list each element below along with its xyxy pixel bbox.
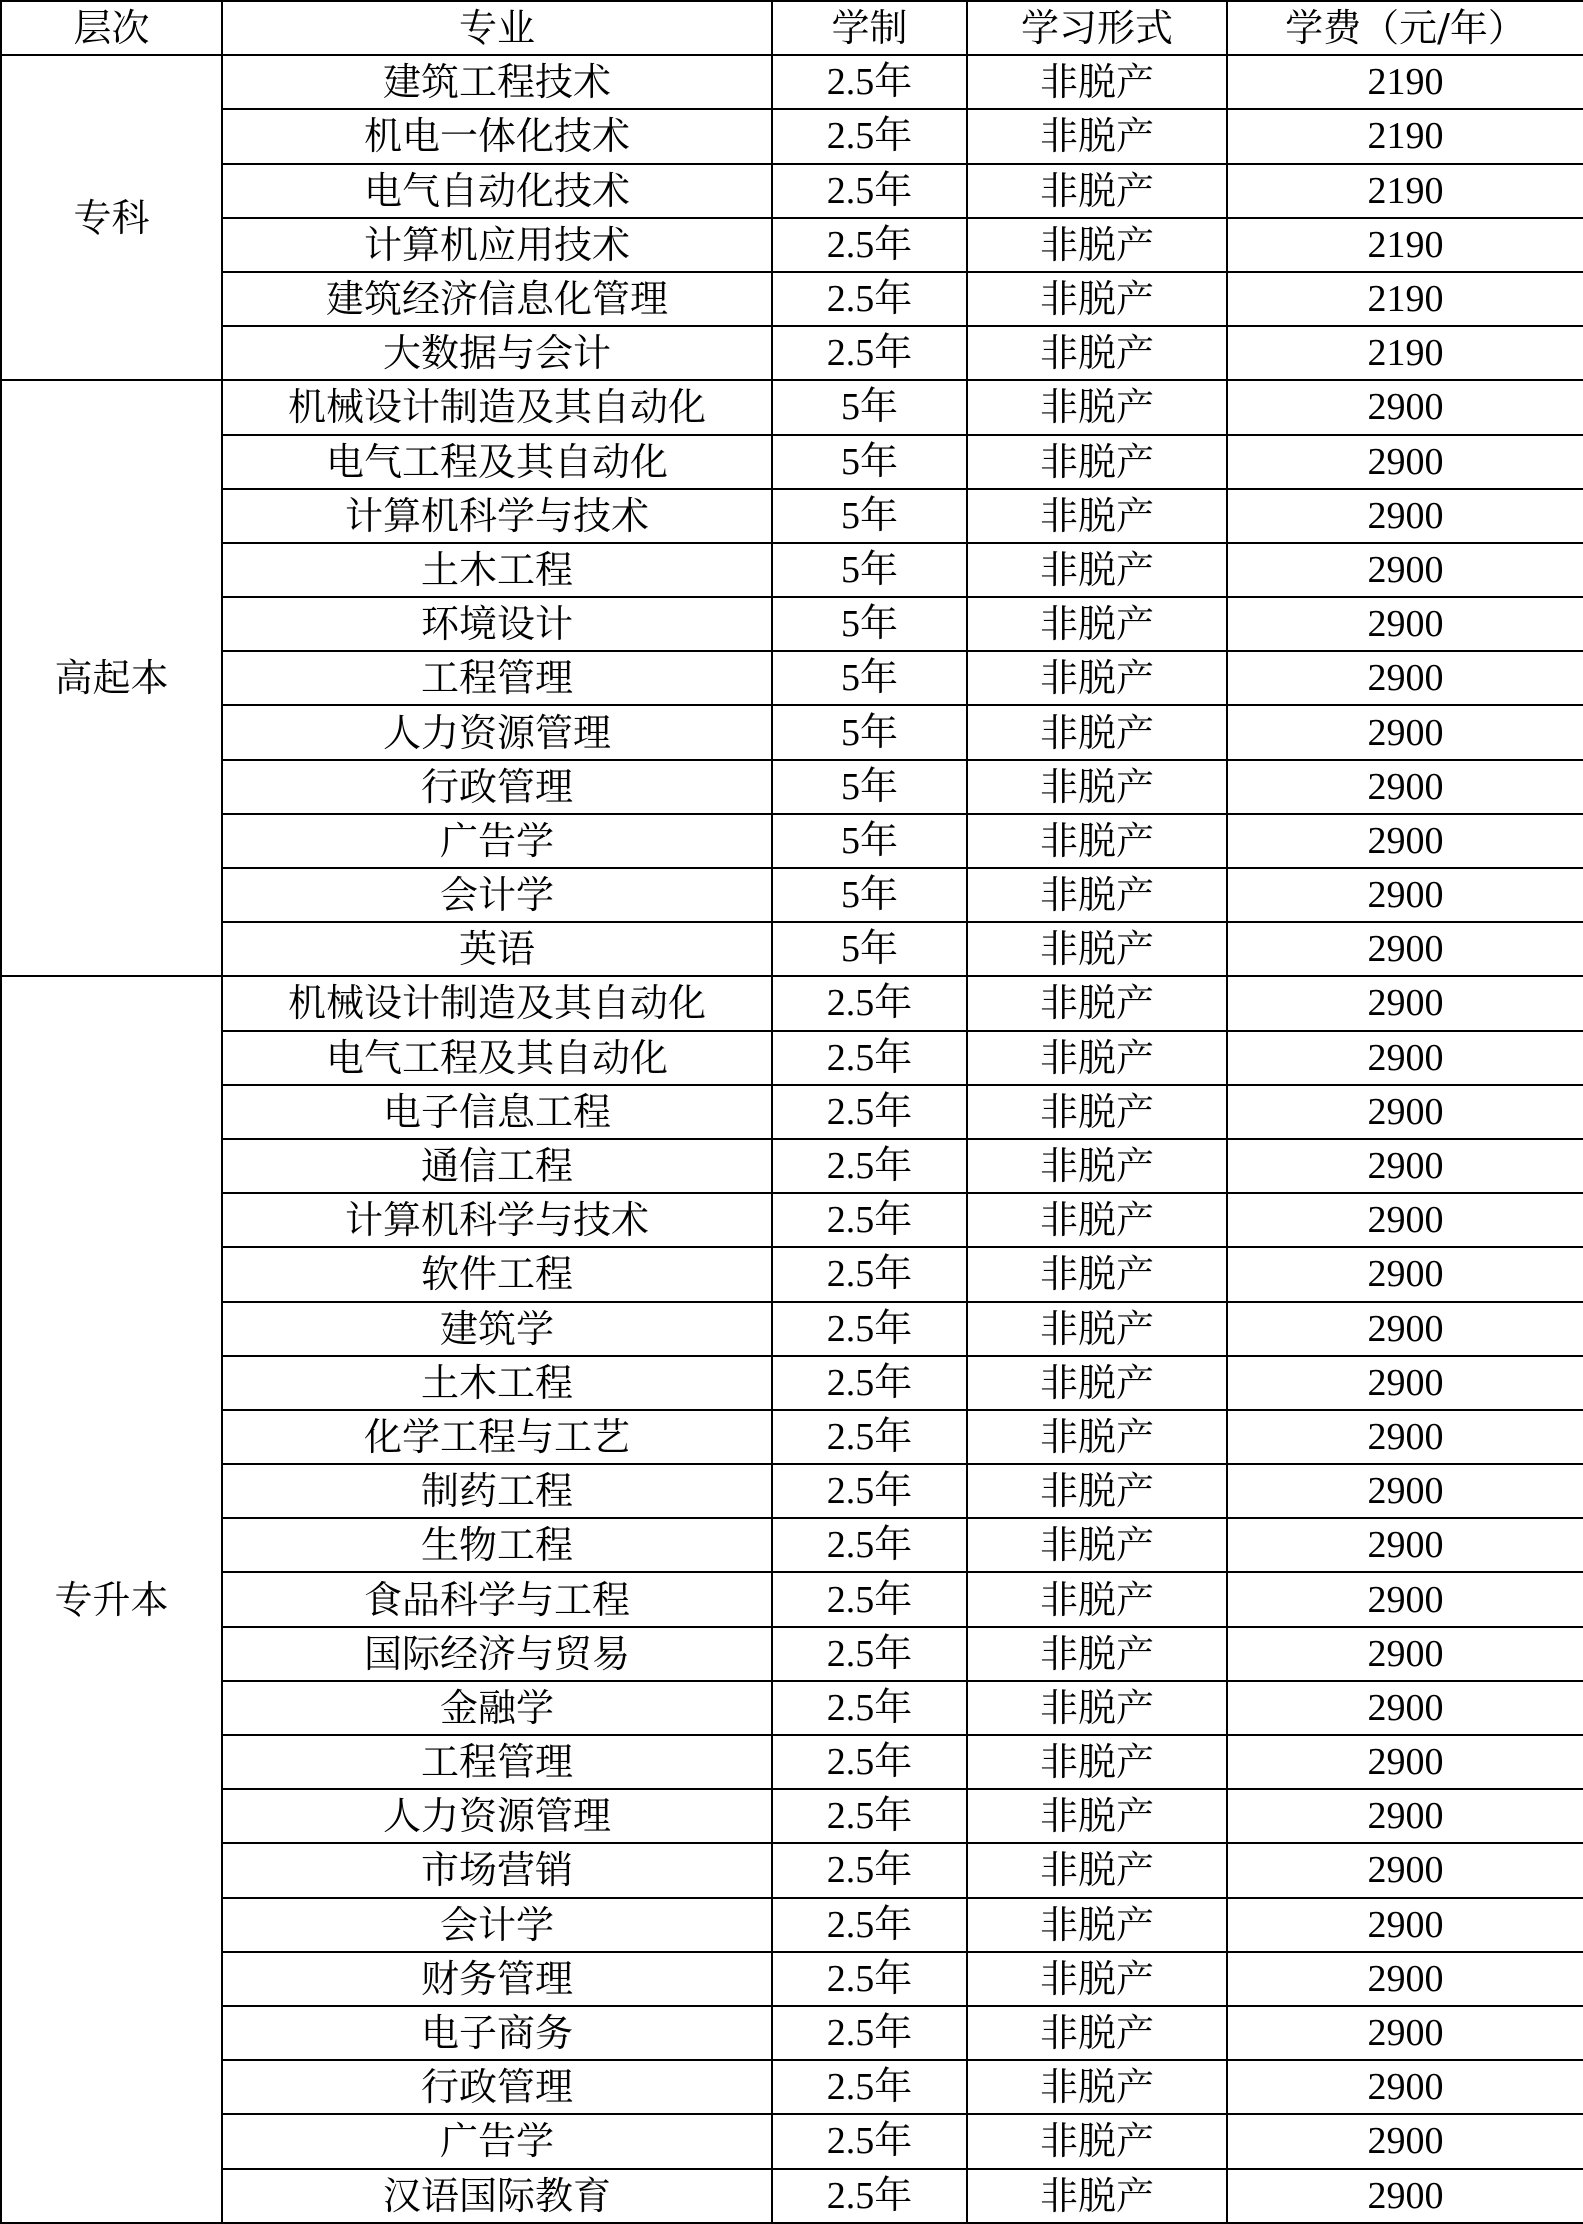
table-row [1,543,1583,597]
mode-cell: 非脱产 [967,1627,1227,1681]
fee-cell: 2900 [1227,380,1583,434]
fee-cell: 2900 [1227,489,1583,543]
table-row [1,489,1583,543]
table-row [1,1247,1583,1301]
major-cell: 大数据与会计 [222,326,772,380]
mode-cell: 非脱产 [967,435,1227,489]
fee-cell: 2900 [1227,2006,1583,2060]
major-cell: 广告学 [222,814,772,868]
table-row [1,705,1583,759]
major-cell: 制药工程 [222,1464,772,1518]
table-row [1,1952,1583,2006]
table-row [1,218,1583,272]
mode-cell: 非脱产 [967,1898,1227,1952]
fee-cell: 2900 [1227,1464,1583,1518]
table-row [1,760,1583,814]
years-cell: 2.5年 [772,1735,967,1789]
fee-cell: 2900 [1227,1789,1583,1843]
fee-cell: 2190 [1227,164,1583,218]
mode-cell: 非脱产 [967,1085,1227,1139]
fee-cell: 2190 [1227,109,1583,163]
fee-cell: 2900 [1227,2169,1583,2223]
mode-cell: 非脱产 [967,1681,1227,1735]
years-cell: 2.5年 [772,109,967,163]
header-major: 专业 [222,1,772,55]
table-row [1,1843,1583,1897]
mode-cell: 非脱产 [967,1410,1227,1464]
years-cell: 2.5年 [772,1898,967,1952]
fee-cell: 2900 [1227,1898,1583,1952]
years-cell: 2.5年 [772,1518,967,1572]
fee-cell: 2900 [1227,1410,1583,1464]
mode-cell: 非脱产 [967,1518,1227,1572]
years-cell: 2.5年 [772,2006,967,2060]
years-cell: 5年 [772,543,967,597]
mode-cell: 非脱产 [967,868,1227,922]
major-cell: 工程管理 [222,651,772,705]
major-cell: 建筑工程技术 [222,55,772,109]
table-row [1,868,1583,922]
major-cell: 会计学 [222,868,772,922]
major-cell: 行政管理 [222,2060,772,2114]
fee-cell: 2900 [1227,868,1583,922]
major-cell: 环境设计 [222,597,772,651]
major-cell: 机械设计制造及其自动化 [222,380,772,434]
mode-cell: 非脱产 [967,1031,1227,1085]
major-cell: 广告学 [222,2114,772,2168]
mode-cell: 非脱产 [967,2006,1227,2060]
major-cell: 化学工程与工艺 [222,1410,772,1464]
years-cell: 2.5年 [772,1952,967,2006]
table-row [1,922,1583,976]
fee-cell: 2900 [1227,435,1583,489]
mode-cell: 非脱产 [967,922,1227,976]
major-cell: 市场营销 [222,1843,772,1897]
mode-cell: 非脱产 [967,164,1227,218]
fee-cell: 2190 [1227,272,1583,326]
table-row [1,1085,1583,1139]
table-row [1,272,1583,326]
fee-cell: 2900 [1227,760,1583,814]
years-cell: 2.5年 [772,272,967,326]
years-cell: 2.5年 [772,2169,967,2223]
major-cell: 汉语国际教育 [222,2169,772,2223]
major-cell: 生物工程 [222,1518,772,1572]
major-cell: 电气工程及其自动化 [222,1031,772,1085]
table-row [1,1193,1583,1247]
table-row [1,1031,1583,1085]
fee-cell: 2900 [1227,814,1583,868]
major-cell: 英语 [222,922,772,976]
table-row [1,1410,1583,1464]
fee-cell: 2900 [1227,1952,1583,2006]
level-cell: 专科 [1,55,222,380]
major-cell: 建筑学 [222,1302,772,1356]
fee-cell: 2900 [1227,976,1583,1030]
table-row [1,814,1583,868]
table-row [1,2060,1583,2114]
mode-cell: 非脱产 [967,1789,1227,1843]
mode-cell: 非脱产 [967,1735,1227,1789]
fee-cell: 2900 [1227,543,1583,597]
mode-cell: 非脱产 [967,2169,1227,2223]
mode-cell: 非脱产 [967,760,1227,814]
fee-cell: 2900 [1227,1085,1583,1139]
mode-cell: 非脱产 [967,272,1227,326]
table-row [1,1302,1583,1356]
major-cell: 食品科学与工程 [222,1572,772,1626]
mode-cell: 非脱产 [967,1952,1227,2006]
header-mode: 学习形式 [967,1,1227,55]
mode-cell: 非脱产 [967,1193,1227,1247]
mode-cell: 非脱产 [967,109,1227,163]
years-cell: 2.5年 [772,1843,967,1897]
major-cell: 国际经济与贸易 [222,1627,772,1681]
years-cell: 2.5年 [772,55,967,109]
major-cell: 工程管理 [222,1735,772,1789]
table-row [1,1464,1583,1518]
years-cell: 2.5年 [772,1410,967,1464]
table-row [1,1518,1583,1572]
mode-cell: 非脱产 [967,326,1227,380]
fee-cell: 2900 [1227,1627,1583,1681]
years-cell: 5年 [772,814,967,868]
header-row [1,1,1583,55]
fee-cell: 2900 [1227,1843,1583,1897]
mode-cell: 非脱产 [967,380,1227,434]
mode-cell: 非脱产 [967,1302,1227,1356]
fee-cell: 2900 [1227,651,1583,705]
table-body [1,55,1583,2223]
fee-cell: 2900 [1227,2114,1583,2168]
years-cell: 2.5年 [772,1627,967,1681]
mode-cell: 非脱产 [967,1356,1227,1410]
mode-cell: 非脱产 [967,2060,1227,2114]
level-cell: 专升本 [1,976,222,2222]
table-row [1,1572,1583,1626]
years-cell: 5年 [772,705,967,759]
table-row [1,1735,1583,1789]
mode-cell: 非脱产 [967,705,1227,759]
table-row [1,1627,1583,1681]
mode-cell: 非脱产 [967,1843,1227,1897]
major-cell: 电子信息工程 [222,1085,772,1139]
mode-cell: 非脱产 [967,543,1227,597]
major-cell: 电子商务 [222,2006,772,2060]
years-cell: 5年 [772,651,967,705]
mode-cell: 非脱产 [967,2114,1227,2168]
major-cell: 人力资源管理 [222,1789,772,1843]
major-cell: 机电一体化技术 [222,109,772,163]
major-cell: 电气自动化技术 [222,164,772,218]
mode-cell: 非脱产 [967,1247,1227,1301]
years-cell: 2.5年 [772,1193,967,1247]
years-cell: 2.5年 [772,1681,967,1735]
major-cell: 财务管理 [222,1952,772,2006]
mode-cell: 非脱产 [967,1464,1227,1518]
table-row [1,2114,1583,2168]
mode-cell: 非脱产 [967,814,1227,868]
years-cell: 2.5年 [772,1247,967,1301]
years-cell: 2.5年 [772,1302,967,1356]
years-cell: 2.5年 [772,1356,967,1410]
table-row [1,2169,1583,2223]
table-row [1,976,1583,1030]
fee-cell: 2900 [1227,1735,1583,1789]
level-cell: 高起本 [1,380,222,976]
years-cell: 5年 [772,380,967,434]
years-cell: 5年 [772,597,967,651]
mode-cell: 非脱产 [967,218,1227,272]
fee-cell: 2900 [1227,1031,1583,1085]
fee-cell: 2900 [1227,705,1583,759]
mode-cell: 非脱产 [967,1139,1227,1193]
major-cell: 土木工程 [222,1356,772,1410]
table-row [1,55,1583,109]
table-row [1,651,1583,705]
mode-cell: 非脱产 [967,976,1227,1030]
major-cell: 金融学 [222,1681,772,1735]
mode-cell: 非脱产 [967,597,1227,651]
major-cell: 软件工程 [222,1247,772,1301]
major-cell: 计算机科学与技术 [222,489,772,543]
table-row [1,1681,1583,1735]
header-fee: 学费（元/年） [1227,1,1583,55]
years-cell: 2.5年 [772,1572,967,1626]
years-cell: 2.5年 [772,1464,967,1518]
fee-cell: 2900 [1227,1518,1583,1572]
major-cell: 机械设计制造及其自动化 [222,976,772,1030]
fee-cell: 2190 [1227,55,1583,109]
fee-cell: 2900 [1227,1302,1583,1356]
table-row [1,1139,1583,1193]
years-cell: 5年 [772,760,967,814]
fee-cell: 2900 [1227,1681,1583,1735]
table-row [1,109,1583,163]
years-cell: 5年 [772,868,967,922]
years-cell: 2.5年 [772,2114,967,2168]
years-cell: 2.5年 [772,218,967,272]
years-cell: 2.5年 [772,1031,967,1085]
years-cell: 2.5年 [772,1139,967,1193]
major-cell: 计算机应用技术 [222,218,772,272]
major-cell: 人力资源管理 [222,705,772,759]
major-cell: 电气工程及其自动化 [222,435,772,489]
table-row [1,164,1583,218]
major-cell: 土木工程 [222,543,772,597]
fee-cell: 2900 [1227,1572,1583,1626]
years-cell: 2.5年 [772,164,967,218]
fee-cell: 2190 [1227,326,1583,380]
mode-cell: 非脱产 [967,1572,1227,1626]
header-level: 层次 [1,1,222,55]
years-cell: 5年 [772,435,967,489]
years-cell: 2.5年 [772,1789,967,1843]
years-cell: 2.5年 [772,976,967,1030]
major-cell: 行政管理 [222,760,772,814]
years-cell: 2.5年 [772,2060,967,2114]
mode-cell: 非脱产 [967,55,1227,109]
table-row [1,2006,1583,2060]
table-row [1,1789,1583,1843]
major-cell: 建筑经济信息化管理 [222,272,772,326]
table-row [1,435,1583,489]
years-cell: 5年 [772,922,967,976]
table-row [1,326,1583,380]
fee-cell: 2900 [1227,1193,1583,1247]
fee-cell: 2900 [1227,2060,1583,2114]
years-cell: 2.5年 [772,1085,967,1139]
fee-cell: 2900 [1227,922,1583,976]
table-row [1,380,1583,434]
fee-cell: 2900 [1227,597,1583,651]
fee-cell: 2900 [1227,1356,1583,1410]
major-cell: 会计学 [222,1898,772,1952]
header-years: 学制 [772,1,967,55]
years-cell: 5年 [772,489,967,543]
mode-cell: 非脱产 [967,489,1227,543]
fee-cell: 2900 [1227,1139,1583,1193]
years-cell: 2.5年 [772,326,967,380]
table-row [1,597,1583,651]
fee-cell: 2190 [1227,218,1583,272]
major-cell: 计算机科学与技术 [222,1193,772,1247]
fee-cell: 2900 [1227,1247,1583,1301]
mode-cell: 非脱产 [967,651,1227,705]
table-row [1,1356,1583,1410]
major-cell: 通信工程 [222,1139,772,1193]
table-row [1,1898,1583,1952]
